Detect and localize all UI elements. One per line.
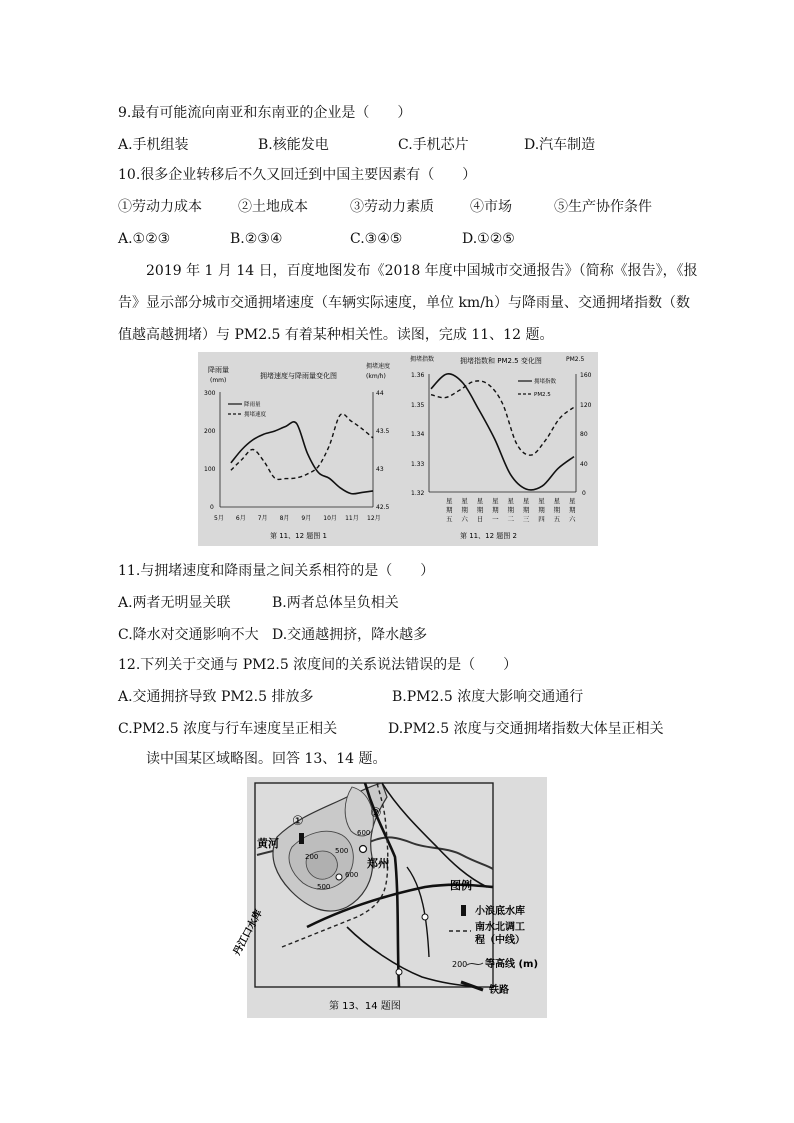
contour-label: 500	[335, 847, 349, 855]
legend-diversion-1: 南水北调工	[475, 922, 525, 933]
chart1-x-tick: 11月	[345, 515, 359, 522]
q9-stem: 9.最有可能流向南亚和东南亚的企业是（ ）	[118, 105, 412, 121]
q12-option-b: B.PM2.5 浓度大影响交通通行	[392, 689, 584, 705]
q10-factor-5: ⑤生产协作条件	[554, 199, 652, 215]
chart2-right-tick: 40	[580, 461, 588, 468]
legend-diversion-2: 程（中线）	[475, 935, 525, 946]
q12-stem: 12.下列关于交通与 PM2.5 浓度间的关系说法错误的是（ ）	[118, 657, 518, 673]
marker-two: ②	[370, 806, 382, 821]
intro-13-14: 读中国某区域略图。回答 13、14 题。	[146, 751, 387, 767]
chart1-left-axis-label: 降雨量	[208, 366, 229, 374]
chart1-right-axis-unit: (km/h)	[366, 373, 386, 380]
xiaolangdi-dam-marker	[299, 833, 304, 844]
q10-stem: 10.很多企业转移后不久又回迁到中国主要因素有（ ）	[118, 167, 477, 183]
chart1-title: 拥堵速度与降雨量变化图	[260, 372, 337, 380]
legend-railway: 铁路	[489, 985, 509, 996]
q10-factor-4: ④市场	[470, 199, 512, 215]
chart1-rain-line	[231, 422, 373, 494]
contour-label: 500	[317, 883, 331, 891]
chart1-x-tick: 10月	[323, 515, 337, 522]
chart1-x-tick: 8月	[279, 515, 290, 522]
chart1-x-tick: 6月	[235, 515, 246, 522]
legend-dam: 小浪底水库	[475, 906, 525, 917]
chart1-left-axis-unit: (mm)	[210, 377, 227, 384]
chart2-x-tick: 期	[461, 506, 468, 514]
chart2-x-tick: 四	[538, 515, 545, 523]
chart2-x-tick: 星	[538, 497, 545, 505]
legend-title: 图例	[450, 879, 472, 892]
chart1-legend-rain: 降雨量	[244, 402, 261, 408]
chart2-x-tick: 星	[492, 497, 499, 505]
chart1-left-tick: 300	[204, 390, 216, 397]
chart2-x-tick: 期	[553, 506, 561, 514]
chart2-x-tick: 五	[553, 515, 561, 523]
chart2-x-tick: 期	[446, 506, 453, 514]
q10-factor-1: ①劳动力成本	[118, 199, 202, 215]
chart2-x-tick: 期	[522, 506, 530, 514]
chart2-x-tick: 期	[492, 506, 499, 514]
q12-option-d: D.PM2.5 浓度与交通拥堵指数大体呈正相关	[388, 721, 664, 737]
passage-line-2: 告》显示部分城市交通拥堵速度（车辆实际速度，单位 km/h）与降雨量、交通拥堵指数（数	[118, 295, 690, 311]
chart1-caption: 第 11、12 题图 1	[270, 532, 327, 540]
chart2-right-axis-label: PM2.5	[566, 356, 585, 363]
chart2-x-tick: 六	[569, 515, 576, 523]
chart2-legend-pm25: PM2.5	[534, 392, 551, 398]
chart2-right-tick: 80	[580, 431, 588, 438]
chart2-x-tick: 日	[476, 515, 484, 523]
q9-option-a: A.手机组装	[118, 137, 189, 153]
chart2-left-tick: 1.32	[411, 490, 425, 497]
chart2-x-tick: 星	[476, 497, 484, 505]
chart2-index-line	[431, 374, 574, 490]
legend-contour-value: 200	[452, 960, 468, 969]
river-label: 黄河	[257, 837, 279, 850]
chart2-right-tick: 120	[580, 402, 592, 409]
chart2-x-tick: 六	[461, 515, 468, 523]
chart2-left-tick: 1.34	[411, 431, 425, 438]
chart-1	[198, 352, 398, 546]
q11-option-b: B.两者总体呈负相关	[272, 595, 399, 611]
chart1-left-tick: 200	[204, 428, 216, 435]
chart1-x-tick: 7月	[257, 515, 268, 522]
zhengzhou-city-icon	[360, 846, 367, 853]
contour-label: 200	[305, 853, 319, 861]
chart1-legend-speed: 拥堵速度	[244, 412, 267, 418]
chart1-x-tick: 9月	[301, 515, 312, 522]
chart2-left-tick: 1.35	[411, 402, 425, 409]
legend-contour-icon	[467, 963, 483, 965]
chart2-x-tick: 星	[553, 497, 561, 505]
chart2-x-tick: 期	[569, 506, 576, 514]
chart2-x-tick: 星	[461, 497, 468, 505]
chart2-x-tick: 星	[569, 497, 576, 505]
chart2-x-tick: 三	[522, 515, 530, 523]
chart2-pm25-line	[431, 381, 574, 455]
q11-stem: 11.与拥堵速度和降雨量之间关系相符的是（ ）	[118, 563, 435, 579]
chart1-speed-line	[231, 414, 373, 480]
reservoir-label: 丹江口水库	[231, 908, 265, 958]
chart1-right-tick: 44	[376, 390, 384, 397]
chart1-left-tick: 0	[210, 504, 214, 511]
chart2-x-tick: 期	[538, 506, 545, 514]
chart2-left-tick: 1.36	[411, 372, 425, 379]
contour-label: 600	[345, 871, 359, 879]
chart1-right-tick: 42.5	[376, 504, 390, 511]
q11-option-c: C.降水对交通影响不大	[118, 627, 259, 643]
q12-option-a: A.交通拥挤导致 PM2.5 排放多	[118, 689, 314, 705]
chart1-right-tick: 43	[376, 466, 384, 473]
chart2-caption: 第 11、12 题图 2	[460, 532, 517, 540]
marker-one: ①	[292, 814, 304, 829]
legend-dam-icon	[461, 905, 466, 916]
chart2-x-tick: 期	[507, 506, 514, 514]
chart1-x-tick: 5月	[214, 515, 224, 522]
q10-factor-2: ②土地成本	[238, 199, 308, 215]
q10-option-d: D.①②⑤	[462, 231, 515, 247]
q11-option-d: D.交通越拥挤，降水越多	[272, 627, 428, 643]
chart2-x-tick: 星	[507, 497, 514, 505]
chart2-right-tick: 0	[582, 490, 586, 497]
legend-contour: 等高线 (m)	[485, 959, 539, 970]
chart2-x-tick: 星	[446, 497, 453, 505]
chart2-right-tick: 160	[580, 372, 592, 379]
passage-line-3: 值越高越拥堵）与 PM2.5 有着某种相关性。读图，完成 11、12 题。	[118, 327, 554, 343]
chart1-right-axis-label: 拥堵速度	[366, 363, 391, 370]
city-label: 郑州	[367, 857, 389, 870]
q12-option-c: C.PM2.5 浓度与行车速度呈正相关	[118, 721, 338, 737]
q11-option-a: A.两者无明显关联	[118, 595, 231, 611]
map-figure	[231, 777, 547, 1018]
chart2-x-tick: 一	[492, 515, 499, 523]
chart1-left-tick: 100	[204, 466, 216, 473]
chart2-title: 拥堵指数和 PM2.5 变化图	[460, 357, 542, 365]
chart2-x-tick: 期	[476, 506, 484, 514]
contour-label: 600	[357, 829, 371, 837]
q10-option-a: A.①②③	[118, 231, 171, 247]
chart2-x-tick: 星	[522, 497, 530, 505]
chart2-x-tick: 五	[446, 515, 453, 523]
chart1-x-tick: 12月	[367, 515, 381, 522]
map-caption: 第 13、14 题图	[329, 1001, 401, 1012]
q9-option-c: C.手机芯片	[398, 137, 469, 153]
chart1-right-tick: 43.5	[376, 428, 390, 435]
chart2-legend-index: 拥堵指数	[534, 379, 557, 385]
q10-factor-3: ③劳动力素质	[350, 199, 434, 215]
chart-2	[398, 352, 598, 546]
passage-line-1: 2019 年 1 月 14 日，百度地图发布《2018 年度中国城市交通报告》（简称《报告》，《报	[146, 263, 698, 279]
chart2-left-tick: 1.33	[411, 461, 425, 468]
chart2-x-tick: 二	[507, 515, 514, 523]
chart-figure	[198, 352, 598, 546]
chart2-left-axis-label: 拥堵指数	[410, 356, 435, 363]
q10-option-c: C.③④⑤	[350, 231, 403, 247]
q10-option-b: B.②③④	[230, 231, 283, 247]
q9-option-b: B.核能发电	[258, 137, 329, 153]
region-map	[231, 777, 547, 1018]
q9-option-d: D.汽车制造	[524, 137, 596, 153]
